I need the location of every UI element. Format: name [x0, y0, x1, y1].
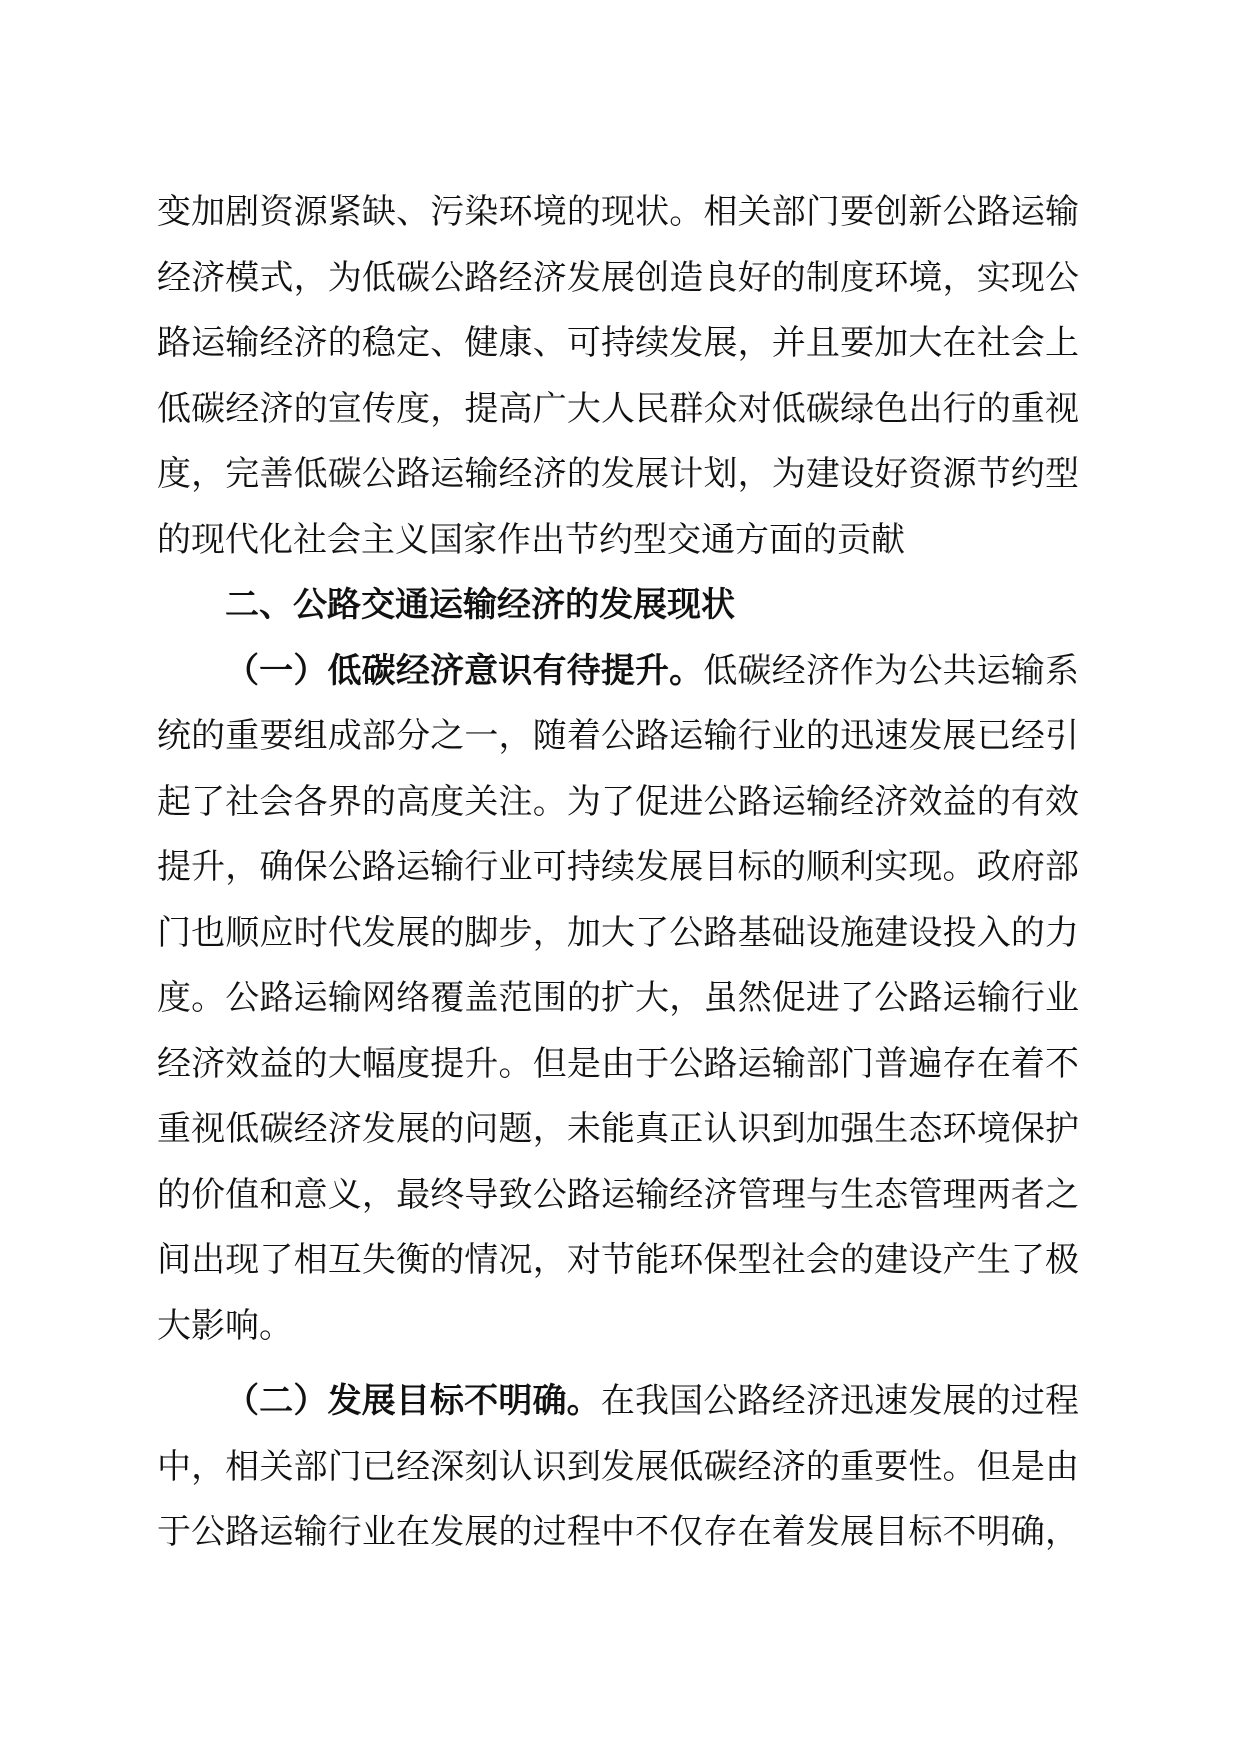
text-line: 间出现了相互失衡的情况，对节能环保型社会的建设产生了极 — [157, 1240, 1079, 1280]
text-line — [157, 1369, 1079, 1435]
text-line: 度，完善低碳公路运输经济的发展计划，为建设好资源节约型 — [157, 454, 1079, 494]
text-line: 度。公路运输网络覆盖范围的扩大，虽然促进了公路运输行业 — [157, 978, 1079, 1018]
text-line: 变加剧资源紧缺、污染环境的现状。相关部门要创新公路运输 — [157, 192, 1079, 232]
text-run: 低碳经济作为公共运输系 — [703, 650, 1080, 691]
text-line — [157, 639, 1079, 705]
text-line: 经济效益的大幅度提升。但是由于公路运输部门普遍存在着不 — [157, 1043, 1079, 1084]
text-line: 的现代化社会主义国家作出节约型交通方面的贡献 — [157, 519, 905, 560]
paragraph-1 — [157, 180, 1079, 573]
text-line: 低碳经济的宣传度，提高广大人民群众对低碳绿色出行的重视 — [157, 388, 1079, 429]
text-line: 起了社会各界的高度关注。为了促进公路运输经济效益的有效 — [157, 781, 1079, 822]
text-line: 统的重要组成部分之一，随着公路运输行业的迅速发展已经引 — [157, 716, 1079, 756]
text-line: 提升，确保公路运输行业可持续发展目标的顺利实现。政府部 — [157, 847, 1079, 887]
paragraph-3 — [157, 1369, 1079, 1566]
text-line: 的价值和意义，最终导致公路运输经济管理与生态管理两者之 — [157, 1174, 1079, 1215]
text-line: 路运输经济的稳定、健康、可持续发展，并且要加大在社会上 — [157, 323, 1079, 363]
document-page — [157, 180, 1079, 1566]
subsection-heading: （一）低碳经济意识有待提升。 — [225, 650, 704, 691]
paragraph-2 — [157, 639, 1079, 1360]
text-line: 经济模式，为低碳公路经济发展创造良好的制度环境，实现公 — [157, 257, 1079, 298]
text-line: 中，相关部门已经深刻认识到发展低碳经济的重要性。但是由 — [157, 1446, 1079, 1487]
paragraph-gap — [157, 1359, 1079, 1369]
text-line: 门也顺应时代发展的脚步，加大了公路基础设施建设投入的力 — [157, 912, 1079, 953]
subsection-heading: （二）发展目标不明确。 — [225, 1381, 601, 1421]
text-line: 重视低碳经济发展的问题，未能真正认识到加强生态环境保护 — [157, 1109, 1079, 1149]
text-line: 大影响。 — [157, 1305, 293, 1346]
section-heading: 二、公路交通运输经济的发展现状 — [225, 585, 735, 625]
text-line: 于公路运输行业在发展的过程中不仅存在着发展目标不明确， — [157, 1512, 1079, 1552]
text-run: 在我国公路经济迅速发展的过程 — [600, 1381, 1080, 1421]
